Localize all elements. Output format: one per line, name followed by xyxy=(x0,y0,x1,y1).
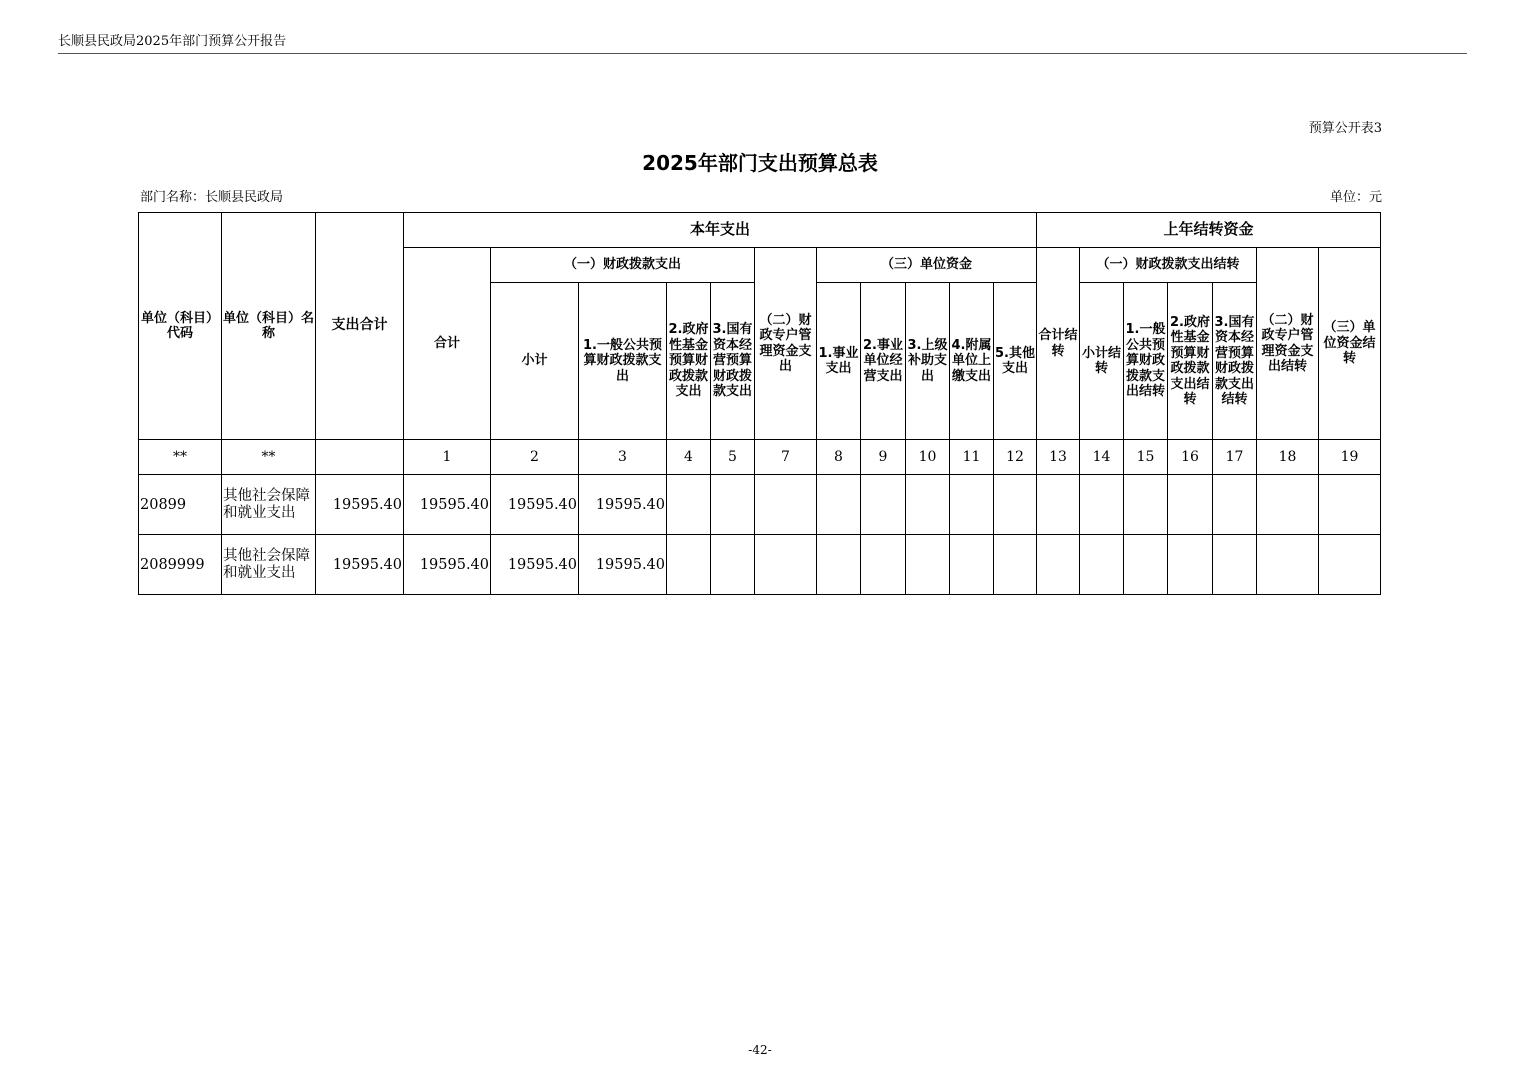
col-number: ** xyxy=(222,440,316,475)
header-cy-superior-subsidy: 3.上级补助支出 xyxy=(906,283,950,440)
currency-unit: 单位：元 xyxy=(1329,190,1382,205)
empty-cell xyxy=(1213,475,1257,535)
col-number: 3 xyxy=(579,440,667,475)
col-number: 16 xyxy=(1168,440,1213,475)
table-row xyxy=(139,475,1381,535)
header-cy-subtotal: 小计 xyxy=(491,283,579,440)
row-cy-subtotal: 19595.40 xyxy=(491,475,579,535)
empty-cell xyxy=(755,535,817,595)
empty-cell xyxy=(755,475,817,535)
empty-cell xyxy=(817,535,861,595)
header-cy-general-public: 1.一般公共预算财政拨款支出 xyxy=(579,283,667,440)
col-number: 1 xyxy=(404,440,491,475)
table-row xyxy=(139,535,1381,595)
header-py-fiscal-group: （一）财政拨款支出结转 xyxy=(1080,248,1257,283)
empty-cell xyxy=(1257,535,1319,595)
budget-table xyxy=(138,212,1381,595)
empty-cell xyxy=(711,475,755,535)
header-unit-name: 单位（科目）名称 xyxy=(222,213,316,440)
col-number xyxy=(316,440,404,475)
empty-cell xyxy=(667,475,711,535)
empty-cell xyxy=(950,535,994,595)
col-number: 19 xyxy=(1319,440,1381,475)
header-cy-unit-funds: （三）单位资金 xyxy=(817,248,1037,283)
header-py-subtotal: 小计结转 xyxy=(1080,283,1124,440)
header-cy-business-operation: 2.事业单位经营支出 xyxy=(861,283,906,440)
col-number: 2 xyxy=(491,440,579,475)
header-cy-total: 合计 xyxy=(404,248,491,440)
row-total-expense: 19595.40 xyxy=(316,535,404,595)
header-cy-affiliated-payment: 4.附属单位上缴支出 xyxy=(950,283,994,440)
header-py-state-capital: 3.国有资本经营预算财政拨款支出结转 xyxy=(1213,283,1257,440)
page-header: 长顺县民政局2025年部门预算公开报告 xyxy=(58,34,287,49)
header-cy-state-capital: 3.国有资本经营预算财政拨款支出 xyxy=(711,283,755,440)
empty-cell xyxy=(861,535,906,595)
col-number: 4 xyxy=(667,440,711,475)
header-cy-special-account: （二）财政专户管理资金支出 xyxy=(755,248,817,440)
header-cy-gov-fund: 2.政府性基金预算财政拨款支出 xyxy=(667,283,711,440)
page-number: -42- xyxy=(748,1043,772,1057)
header-py-general-public: 1.一般公共预算财政拨款支出结转 xyxy=(1124,283,1168,440)
col-number: 9 xyxy=(861,440,906,475)
row-cy-total: 19595.40 xyxy=(404,535,491,595)
row-code: 2089999 xyxy=(139,535,222,595)
header-unit-code: 单位（科目）代码 xyxy=(139,213,222,440)
empty-cell xyxy=(1080,475,1124,535)
department-name: 部门名称：长顺县民政局 xyxy=(140,190,284,205)
document-title: 2025年部门支出预算总表 xyxy=(642,151,878,175)
col-number: 17 xyxy=(1213,440,1257,475)
empty-cell xyxy=(1213,535,1257,595)
header-current-year: 本年支出 xyxy=(404,213,1037,248)
col-number: ** xyxy=(139,440,222,475)
empty-cell xyxy=(1257,475,1319,535)
empty-cell xyxy=(1319,535,1381,595)
empty-cell xyxy=(711,535,755,595)
col-number: 11 xyxy=(950,440,994,475)
col-number: 10 xyxy=(906,440,950,475)
empty-cell xyxy=(1037,535,1080,595)
header-prior-year: 上年结转资金 xyxy=(1037,213,1381,248)
col-number: 5 xyxy=(711,440,755,475)
header-cy-fiscal-group: （一）财政拨款支出 xyxy=(491,248,755,283)
row-name: 其他社会保障和就业支出 xyxy=(222,475,316,535)
row-cy-general-public: 19595.40 xyxy=(579,535,667,595)
row-cy-general-public: 19595.40 xyxy=(579,475,667,535)
col-number: 13 xyxy=(1037,440,1080,475)
row-cy-subtotal: 19595.40 xyxy=(491,535,579,595)
header-cy-business: 1.事业支出 xyxy=(817,283,861,440)
col-number: 14 xyxy=(1080,440,1124,475)
empty-cell xyxy=(1124,475,1168,535)
header-py-special-account: （二）财政专户管理资金支出结转 xyxy=(1257,248,1319,440)
header-py-gov-fund: 2.政府性基金预算财政拨款支出结转 xyxy=(1168,283,1213,440)
col-number: 15 xyxy=(1124,440,1168,475)
empty-cell xyxy=(994,535,1037,595)
col-number: 18 xyxy=(1257,440,1319,475)
empty-cell xyxy=(667,535,711,595)
header-py-unit-funds: （三）单位资金结转 xyxy=(1319,248,1381,440)
empty-cell xyxy=(994,475,1037,535)
empty-cell xyxy=(950,475,994,535)
header-py-total: 合计结转 xyxy=(1037,248,1080,440)
empty-cell xyxy=(1124,535,1168,595)
column-number-row xyxy=(139,440,1381,475)
header-total-expense: 支出合计 xyxy=(316,213,404,440)
empty-cell xyxy=(1080,535,1124,595)
empty-cell xyxy=(906,475,950,535)
row-total-expense: 19595.40 xyxy=(316,475,404,535)
row-code: 20899 xyxy=(139,475,222,535)
empty-cell xyxy=(817,475,861,535)
col-number: 7 xyxy=(755,440,817,475)
header-rule xyxy=(58,53,1467,54)
empty-cell xyxy=(1168,535,1213,595)
header-cy-other: 5.其他支出 xyxy=(994,283,1037,440)
empty-cell xyxy=(1168,475,1213,535)
empty-cell xyxy=(906,535,950,595)
row-name: 其他社会保障和就业支出 xyxy=(222,535,316,595)
col-number: 12 xyxy=(994,440,1037,475)
col-number: 8 xyxy=(817,440,861,475)
empty-cell xyxy=(861,475,906,535)
table-number: 预算公开表3 xyxy=(1308,121,1382,136)
empty-cell xyxy=(1319,475,1381,535)
row-cy-total: 19595.40 xyxy=(404,475,491,535)
empty-cell xyxy=(1037,475,1080,535)
